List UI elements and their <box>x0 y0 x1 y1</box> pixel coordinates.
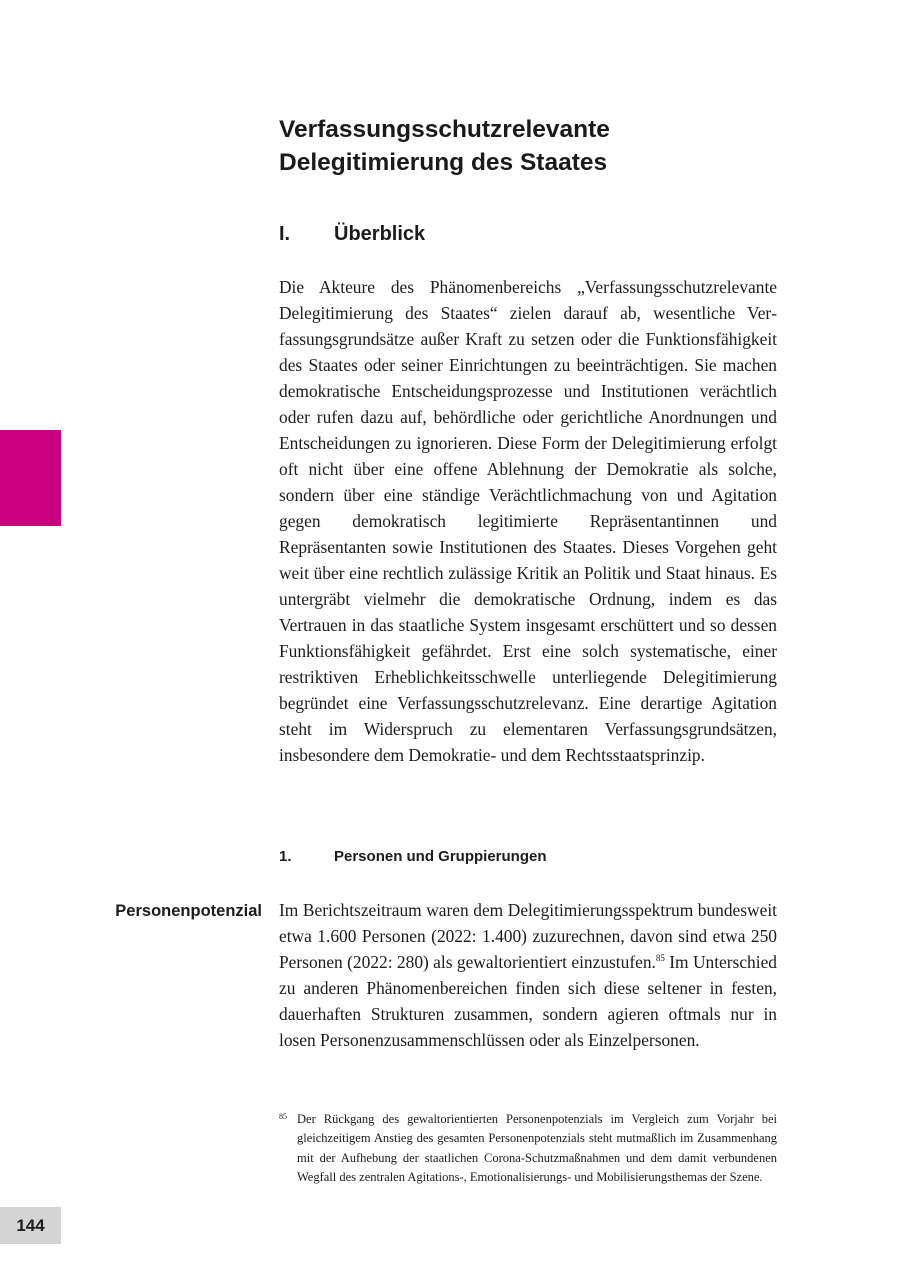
heading-personen-number: 1. <box>279 848 292 865</box>
chapter-color-tab <box>0 430 61 526</box>
personen-text-before: Im Berichtszeitraum waren dem Delegitimierungsspektrum bundesweit etwa 1.600 Personen (2022: 1.400) zuzurechnen, davon sind etwa 250 Personen (2022: 280) als gewaltorientiert einzustufen. <box>279 900 777 972</box>
footnote-text: Der Rückgang des gewaltorientierten Personenpotenzials im Vergleich zum Vorjahr bei gleichzeitigem Anstieg des gesamten Personenpotenzials steht mutmaßlich im Zusammenhang mit der Aufhebung der staatlichen Corona-Schutzmaßnahmen und dem damit verbundenen Wegfall des zentralen Agitations-, Emotionalisierungs- und Mobilisierungsthemas der Szene. <box>297 1112 777 1185</box>
heading-overview-text: Überblick <box>334 223 426 245</box>
heading-overview <box>279 220 425 248</box>
margin-label-personenpotenzial: Personenpotenzial <box>115 902 262 920</box>
heading-personen-text: Personen und Gruppierungen <box>334 848 547 865</box>
overview-paragraph: Die Akteure des Phänomenbereichs „Verfassungsschutzrelevante Delegitimierung des Staates“ zielen darauf ab, wesentliche Verfassungsgrundsätze außer Kraft zu setzen oder die Funktionsfähigkeit des Staates oder seiner Einrichtungen zu beeinträchtigen. Sie machen demokratische Entscheidungsprozesse und Institutionen verächtlich oder rufen dazu auf, behördliche oder gerichtliche Anordnungen und Entscheidungen zu ignorieren. Diese Form der Delegitimierung erfolgt oft nicht über eine offene Ablehnung der Demokratie als solche, sondern über eine ständige Verächtlichmachung von und Agitation gegen demokratisch legitimierte Repräsentantinnen und Repräsentanten sowie Institutionen des Staates. Dieses Vorgehen geht weit über eine rechtlich zulässige Kritik an Politik und Staat hinaus. Es untergräbt vielmehr die demokratische Ordnung, indem es das Vertrauen in das staatliche System insgesamt erschüttert und so dessen Funktionsfähigkeit gefährdet. Erst eine solch systematische, einer restriktiven Erheblichkeitsschwelle unterliegende Delegitimierung begründet eine Verfassungsschutzrelevanz. Eine derartige Agitation steht im Widerspruch zu elementaren Verfassungsgrundsätzen, insbesondere dem Demokratie- und dem Rechtsstaatsprinzip. <box>279 277 777 765</box>
section-title: Verfassungsschutzrelevante Delegitimierung des Staates <box>279 116 610 176</box>
footnote-number: 85 <box>279 1112 287 1121</box>
footnote <box>279 1110 777 1188</box>
footnote-reference[interactable]: 85 <box>655 953 665 964</box>
heading-overview-number: I. <box>279 223 291 245</box>
heading-personen <box>279 846 547 868</box>
page-number: 144 <box>0 1207 61 1244</box>
personen-paragraph <box>279 897 777 1053</box>
personen-text-after: Im Unterschied zu anderen Phänomenbereichen finden sich diese seltener in festen, dauerhaften Strukturen zusammen, sondern agieren oftmals nur in losen Personenzusammenschlüssen oder als Einzelpersonen. <box>279 952 777 1050</box>
